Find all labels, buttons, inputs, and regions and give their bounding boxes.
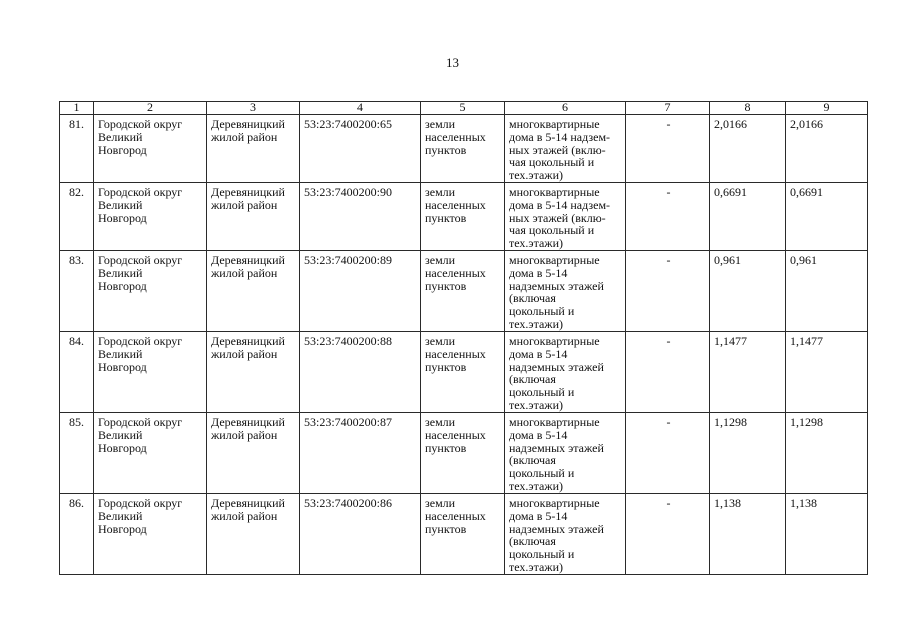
- district-cell-line: жилой район: [211, 129, 278, 144]
- permitted-use-cell-line: (включая: [509, 372, 556, 387]
- column-7-cell: -: [626, 412, 710, 493]
- municipality-cell: [94, 331, 207, 412]
- land-category-cell-line: населенных: [425, 508, 486, 523]
- permitted-use-cell-line: многоквартирные: [509, 333, 600, 348]
- municipality-cell: [94, 182, 207, 250]
- row-number-cell: 85.: [60, 412, 94, 493]
- permitted-use-cell-line: тех.этажи): [509, 236, 563, 251]
- land-category-cell-line: земли: [425, 495, 456, 510]
- column-number-row: [60, 102, 868, 115]
- permitted-use-cell-line: дома в 5-14 надзем-: [509, 197, 611, 212]
- land-category-cell-line: пунктов: [425, 210, 467, 225]
- district-cell-line: жилой район: [211, 197, 278, 212]
- column-8-cell: 1,1298: [710, 412, 786, 493]
- municipality-cell-line: Городской округ: [98, 117, 183, 131]
- land-category-cell-line: пунктов: [425, 359, 467, 374]
- municipality-cell-line: Новгород: [98, 521, 147, 536]
- column-header-2: 2: [94, 102, 207, 115]
- permitted-use-cell: [505, 493, 626, 574]
- municipality-cell-line: Великий: [98, 346, 143, 361]
- permitted-use-cell-line: тех.этажи): [509, 168, 563, 183]
- column-8-cell: 0,961: [710, 250, 786, 331]
- permitted-use-cell-line: цокольный и: [509, 547, 575, 562]
- column-7-cell: -: [626, 331, 710, 412]
- column-header-3: 3: [207, 102, 300, 115]
- permitted-use-cell-line: тех.этажи): [509, 559, 563, 574]
- column-header-9: 9: [786, 102, 868, 115]
- land-category-cell: [421, 331, 505, 412]
- permitted-use-cell-line: тех.этажи): [509, 397, 563, 412]
- permitted-use-cell-line: (включая: [509, 534, 556, 549]
- column-7-cell: -: [626, 182, 710, 250]
- district-cell-line: жилой район: [211, 346, 278, 361]
- column-header-1: 1: [60, 102, 94, 115]
- cadastral-number-cell: 53:23:7400200:88: [300, 331, 421, 412]
- municipality-cell-line: Городской округ: [98, 184, 183, 199]
- column-header-7: 7: [626, 102, 710, 115]
- permitted-use-cell-line: ных этажей (вклю-: [509, 210, 606, 225]
- row-number-cell: 84.: [60, 331, 94, 412]
- municipality-cell-line: Новгород: [98, 359, 147, 374]
- land-register-table: [59, 101, 868, 575]
- column-8-cell: 2,0166: [710, 115, 786, 183]
- column-header-6: 6: [505, 102, 626, 115]
- district-cell: [207, 412, 300, 493]
- municipality-cell-line: Великий: [98, 129, 143, 144]
- district-cell-line: Деревяницкий: [211, 252, 285, 267]
- cadastral-number-cell: 53:23:7400200:65: [300, 115, 421, 183]
- land-category-cell-line: пунктов: [425, 278, 467, 293]
- land-category-cell-line: пунктов: [425, 521, 467, 536]
- permitted-use-cell-line: дома в 5-14 надзем-: [509, 129, 611, 144]
- municipality-cell-line: Городской округ: [98, 495, 183, 510]
- land-category-cell-line: земли: [425, 252, 456, 267]
- land-category-cell: [421, 250, 505, 331]
- permitted-use-cell: [505, 182, 626, 250]
- district-cell-line: Деревяницкий: [211, 333, 285, 348]
- permitted-use-cell-line: многоквартирные: [509, 184, 600, 199]
- land-category-cell: [421, 412, 505, 493]
- permitted-use-cell-line: чая цокольный и: [509, 155, 595, 170]
- permitted-use-cell-line: дома в 5-14: [509, 346, 568, 361]
- row-number-cell: 83.: [60, 250, 94, 331]
- permitted-use-cell: [505, 250, 626, 331]
- column-8-cell: 1,138: [710, 493, 786, 574]
- permitted-use-cell-line: тех.этажи): [509, 478, 563, 493]
- municipality-cell: [94, 412, 207, 493]
- cadastral-number-cell: 53:23:7400200:86: [300, 493, 421, 574]
- permitted-use-cell-line: (включая: [509, 453, 556, 468]
- column-9-cell: 1,138: [786, 493, 868, 574]
- table-row: [60, 182, 868, 250]
- page-number: 13: [446, 55, 459, 70]
- cadastral-number-cell: 53:23:7400200:89: [300, 250, 421, 331]
- permitted-use-cell-line: тех.этажи): [509, 316, 563, 331]
- land-category-cell-line: пунктов: [425, 142, 467, 157]
- table-row: [60, 412, 868, 493]
- district-cell-line: жилой район: [211, 427, 278, 442]
- column-9-cell: 1,1298: [786, 412, 868, 493]
- permitted-use-cell: [505, 115, 626, 183]
- municipality-cell: [94, 493, 207, 574]
- district-cell: [207, 493, 300, 574]
- municipality-cell: [94, 115, 207, 183]
- municipality-cell-line: Великий: [98, 508, 143, 523]
- land-category-cell-line: населенных: [425, 265, 486, 280]
- municipality-cell-line: Новгород: [98, 210, 147, 225]
- column-header-5: 5: [421, 102, 505, 115]
- column-9-cell: 0,961: [786, 250, 868, 331]
- land-category-cell-line: населенных: [425, 427, 486, 442]
- land-category-cell-line: земли: [425, 333, 456, 348]
- permitted-use-cell-line: (включая: [509, 291, 556, 306]
- column-8-cell: 1,1477: [710, 331, 786, 412]
- municipality-cell-line: Новгород: [98, 142, 147, 157]
- land-category-cell-line: населенных: [425, 129, 486, 144]
- municipality-cell: [94, 250, 207, 331]
- district-cell: [207, 250, 300, 331]
- land-category-cell-line: населенных: [425, 197, 486, 212]
- permitted-use-cell-line: цокольный и: [509, 385, 575, 400]
- land-category-cell-line: земли: [425, 117, 456, 131]
- permitted-use-cell-line: надземных этажей: [509, 278, 604, 293]
- district-cell-line: Деревяницкий: [211, 117, 285, 131]
- municipality-cell-line: Новгород: [98, 440, 147, 455]
- table-row: [60, 115, 868, 183]
- land-category-cell-line: земли: [425, 414, 456, 429]
- land-category-cell: [421, 115, 505, 183]
- column-7-cell: -: [626, 250, 710, 331]
- permitted-use-cell: [505, 412, 626, 493]
- municipality-cell-line: Городской округ: [98, 414, 183, 429]
- row-number-cell: 82.: [60, 182, 94, 250]
- permitted-use-cell-line: дома в 5-14: [509, 427, 568, 442]
- permitted-use-cell-line: надземных этажей: [509, 440, 604, 455]
- land-category-cell: [421, 493, 505, 574]
- table-row: [60, 250, 868, 331]
- land-category-cell-line: пунктов: [425, 440, 467, 455]
- district-cell-line: Деревяницкий: [211, 184, 285, 199]
- permitted-use-cell-line: надземных этажей: [509, 359, 604, 374]
- permitted-use-cell: [505, 331, 626, 412]
- permitted-use-cell-line: многоквартирные: [509, 495, 600, 510]
- column-9-cell: 2,0166: [786, 115, 868, 183]
- district-cell: [207, 182, 300, 250]
- permitted-use-cell-line: цокольный и: [509, 304, 575, 319]
- column-8-cell: 0,6691: [710, 182, 786, 250]
- column-7-cell: -: [626, 115, 710, 183]
- permitted-use-cell-line: дома в 5-14: [509, 508, 568, 523]
- district-cell-line: жилой район: [211, 265, 278, 280]
- permitted-use-cell-line: цокольный и: [509, 466, 575, 481]
- table-body: [60, 115, 868, 575]
- table-row: [60, 493, 868, 574]
- permitted-use-cell-line: многоквартирные: [509, 117, 600, 131]
- permitted-use-cell-line: дома в 5-14: [509, 265, 568, 280]
- column-9-cell: 1,1477: [786, 331, 868, 412]
- district-cell: [207, 115, 300, 183]
- municipality-cell-line: Городской округ: [98, 333, 183, 348]
- municipality-cell-line: Великий: [98, 265, 143, 280]
- column-header-8: 8: [710, 102, 786, 115]
- permitted-use-cell-line: надземных этажей: [509, 521, 604, 536]
- permitted-use-cell-line: многоквартирные: [509, 414, 600, 429]
- land-category-cell: [421, 182, 505, 250]
- district-cell-line: Деревяницкий: [211, 495, 285, 510]
- land-category-cell-line: земли: [425, 184, 456, 199]
- district-cell: [207, 331, 300, 412]
- column-header-4: 4: [300, 102, 421, 115]
- table-row: [60, 331, 868, 412]
- municipality-cell-line: Городской округ: [98, 252, 183, 267]
- district-cell-line: Деревяницкий: [211, 414, 285, 429]
- cadastral-number-cell: 53:23:7400200:87: [300, 412, 421, 493]
- row-number-cell: 81.: [60, 115, 94, 183]
- column-9-cell: 0,6691: [786, 182, 868, 250]
- permitted-use-cell-line: чая цокольный и: [509, 223, 595, 238]
- cadastral-number-cell: 53:23:7400200:90: [300, 182, 421, 250]
- permitted-use-cell-line: ных этажей (вклю-: [509, 142, 606, 157]
- row-number-cell: 86.: [60, 493, 94, 574]
- land-category-cell-line: населенных: [425, 346, 486, 361]
- municipality-cell-line: Великий: [98, 197, 143, 212]
- municipality-cell-line: Новгород: [98, 278, 147, 293]
- column-7-cell: -: [626, 493, 710, 574]
- district-cell-line: жилой район: [211, 508, 278, 523]
- permitted-use-cell-line: многоквартирные: [509, 252, 600, 267]
- municipality-cell-line: Великий: [98, 427, 143, 442]
